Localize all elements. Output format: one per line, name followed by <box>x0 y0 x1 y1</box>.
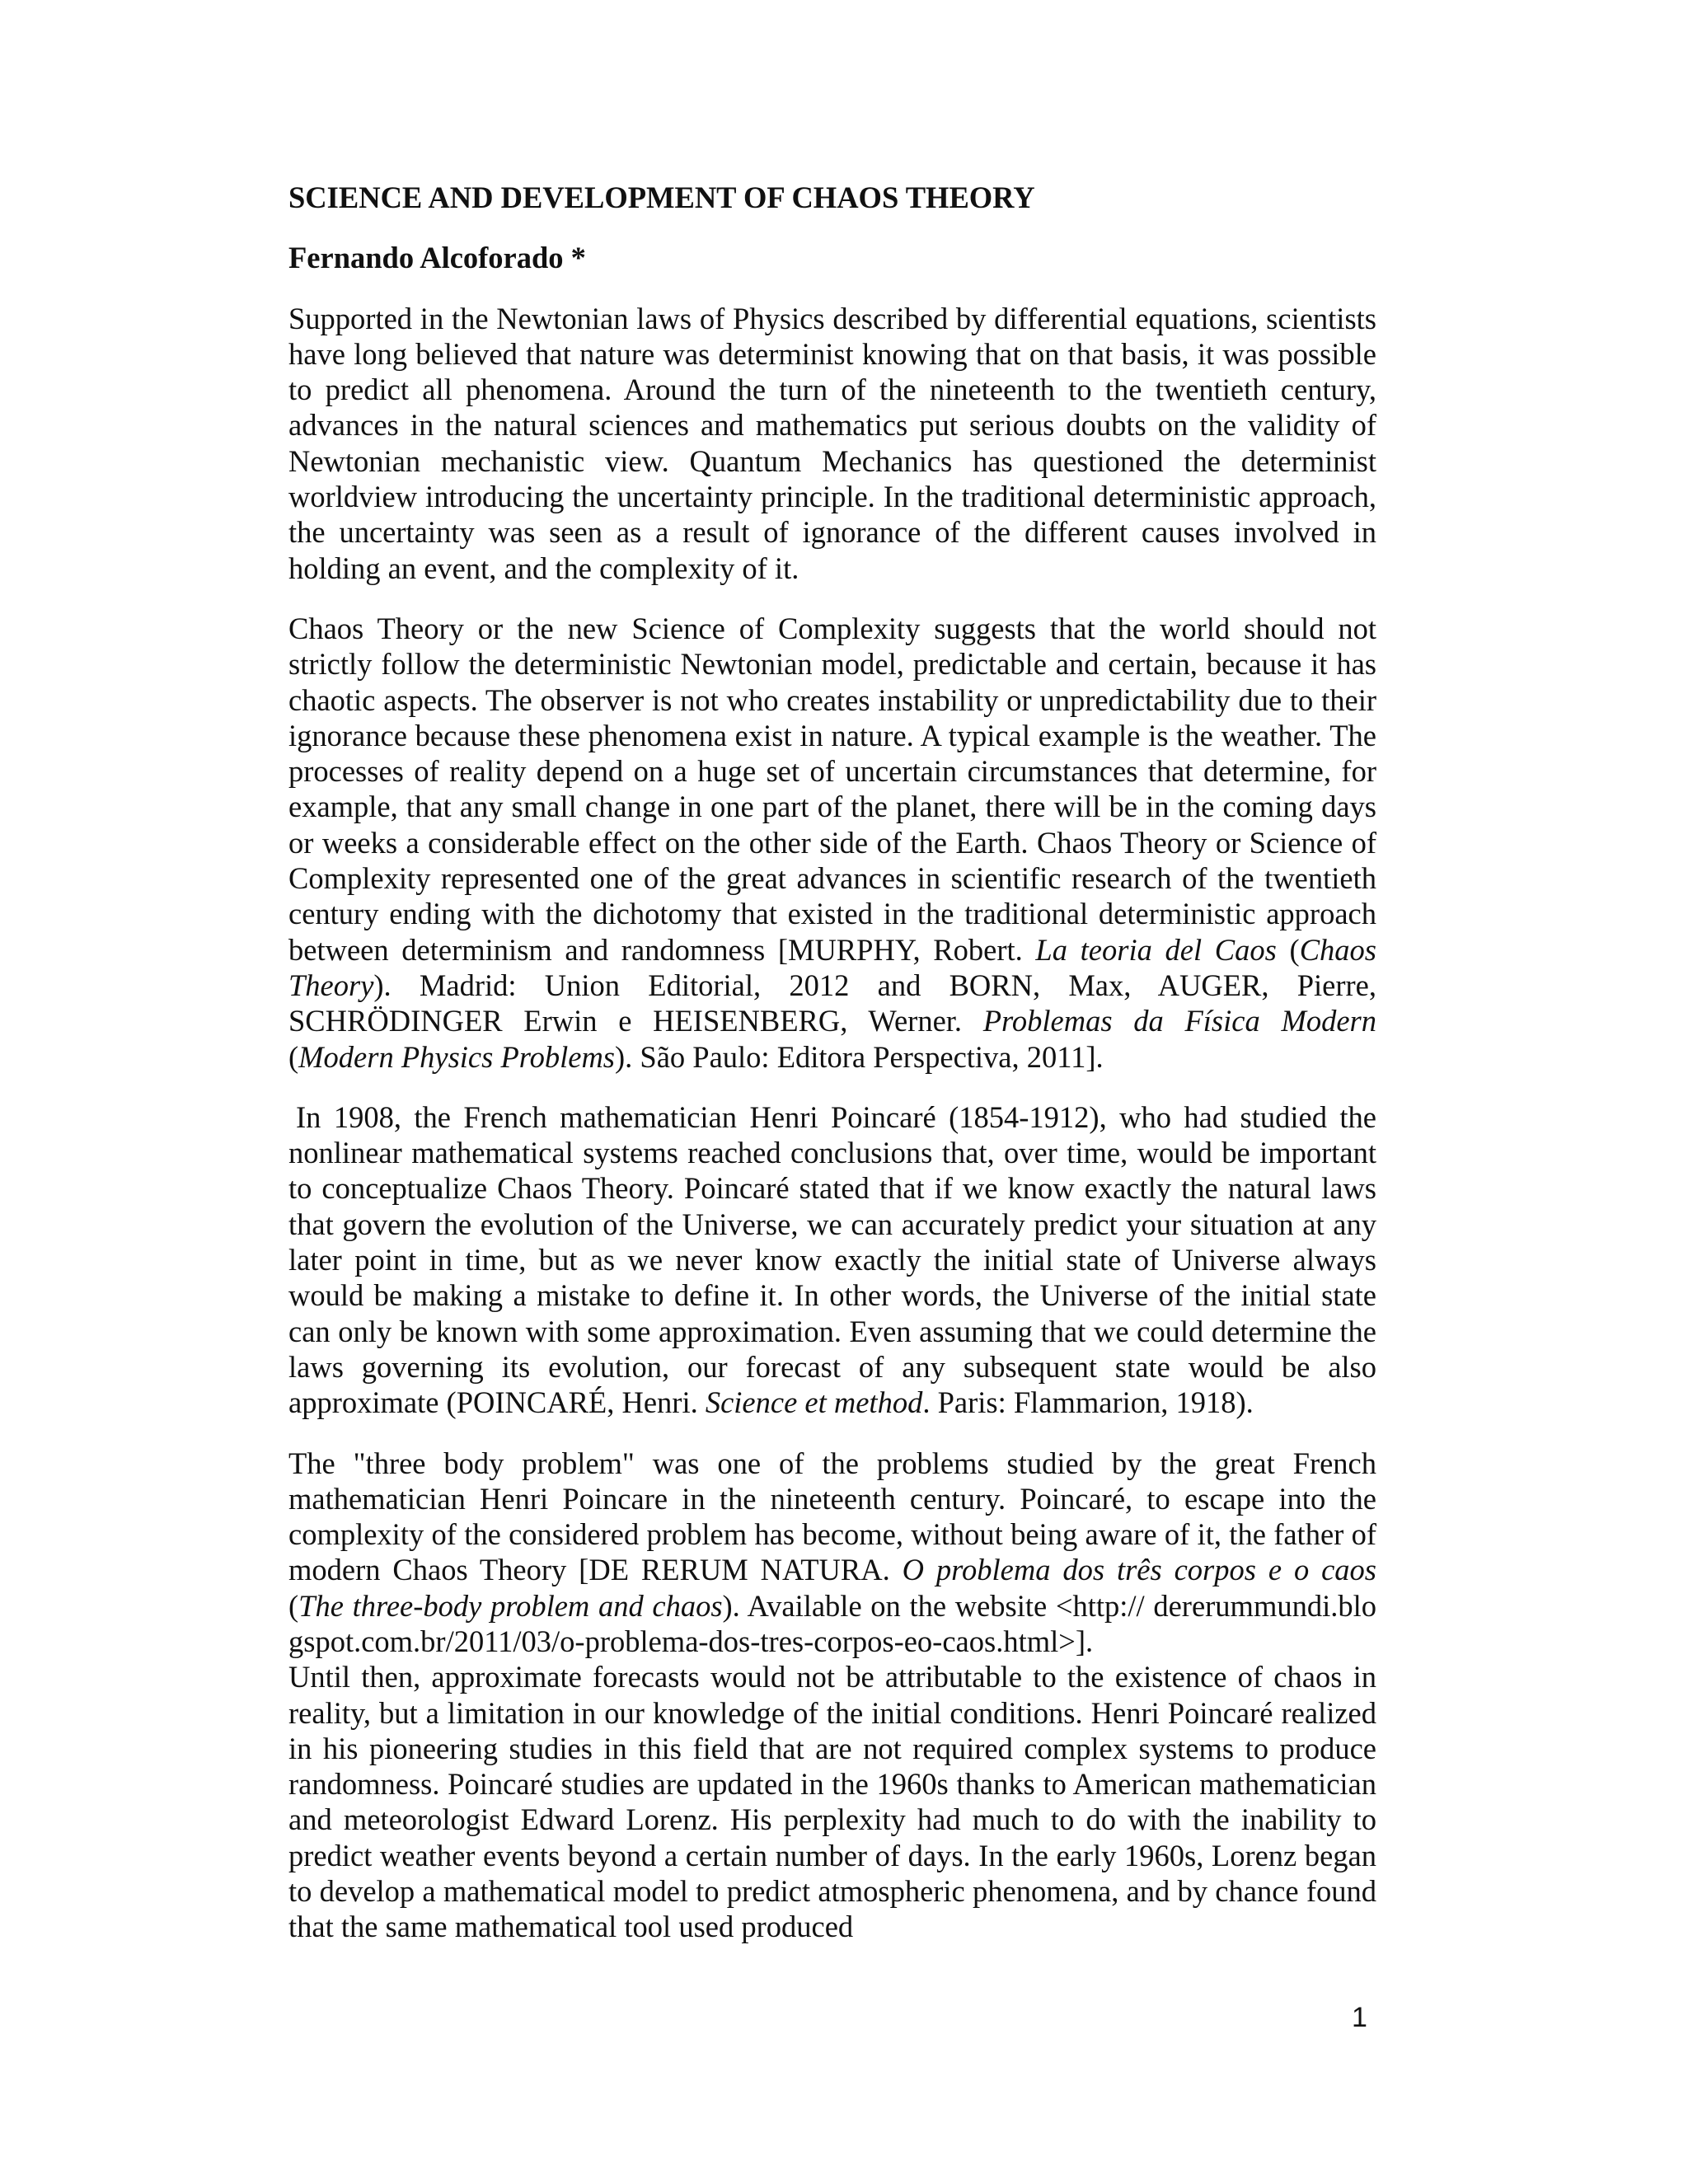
paragraph-4-text-2: ( <box>288 1588 299 1623</box>
document-title: SCIENCE AND DEVELOPMENT OF CHAOS THEORY <box>288 180 1035 214</box>
citation-title-three-body-problem: The three-body problem and chaos <box>298 1588 723 1623</box>
paragraph-2-text-2: ( <box>1276 932 1300 967</box>
paragraph-2-text-5: ). São Paulo: Editora Perspectiva, 2011]. <box>615 1039 1104 1074</box>
paragraph-5: Until then, approximate forecasts would not be attributable to the existence of chaos in reality, but a limitation in our knowledge of the initial conditions. Henri Poincaré realized in his pioneering studies in this field that are not required complex systems to produce randomness. Poincaré studies are updated in the 1960s thanks to American mathematician and meteorologist Edward Lorenz. His perplexity had much to do with the inability to predict weather events beyond a certain number of days. In the early 1960s, Lorenz began to develop a mathematical model to predict atmospheric phenomena, and by chance found that the same mathematical tool used produced <box>288 1660 1376 1944</box>
paragraph-3 <box>288 1099 1376 1421</box>
paragraph-2-text-3: ). Madrid: Union Editorial, 2012 and BORN, Max, AUGER, Pierre, SCHRÖDINGER Erwin e HEISENBERG, Werner. <box>288 968 1376 1038</box>
paragraph-2-text-1: Chaos Theory or the new Science of Complexity suggests that the world should not strictly follow the deterministic Newtonian model, predictable and certain, because it has chaotic aspects. The observer is not who creates instability or unpredictability due to their ignorance because these phenomena exist in nature. A typical example is the weather. The processes of reality depend on a huge set of uncertain circumstances that determine, for example, that any small change in one part of the planet, there will be in the coming days or weeks a considerable effect on the other side of the Earth. Chaos Theory or Science of Complexity represented one of the great advances in scientific research of the twentieth century ending with the dichotomy that existed in the traditional deterministic approach between determinism and randomness [MURPHY, Robert. <box>288 611 1376 967</box>
page-number: 1 <box>1352 2002 1367 2033</box>
paragraph-3-text-2: . Paris: Flammarion, 1918). <box>922 1385 1254 1420</box>
citation-title-chaos-theory: Chaos Theory <box>288 932 1376 1002</box>
paragraph-1: Supported in the Newtonian laws of Physics described by differential equations, scientists have long believed that nature was determinist knowing that on that basis, it was possible to predict all phenomena. Around the turn of the nineteenth to the twentieth century, advances in the natural sciences and mathematics put serious doubts on the validity of Newtonian mechanistic view. Quantum Mechanics has questioned the determinist worldview introducing the uncertainty principle. In the traditional deterministic approach, the uncertainty was seen as a result of ignorance of the different causes involved in holding an event, and the complexity of it. <box>288 301 1376 585</box>
paragraph-4 <box>288 1446 1376 1660</box>
citation-title-o-problema: O problema dos três corpos e o caos <box>902 1553 1376 1587</box>
citation-title-problemas-da-fisica: Problemas da Física Modern <box>982 1004 1376 1038</box>
paragraph-4-text-1: The "three body problem" was one of the problems studied by the great French mathematician Henri Poincare in the nineteenth century. Poincaré, to escape into the complexity of the considered problem has become, without being aware of it, the father of modern Chaos Theory [DE RERUM NATURA. <box>288 1446 1376 1587</box>
citation-title-la-teoria-del-caos: La teoria del Caos <box>1035 932 1277 967</box>
paragraph-2-text-4: ( <box>288 1039 299 1074</box>
paragraph-2 <box>288 611 1376 1075</box>
author-name: Fernando Alcoforado * <box>288 241 586 275</box>
paragraph-4-text-3: ). Available on the website <http:// dererummundi.blogspot.com.br/2011/03/o-problema-dos-tres-corpos-eo-caos.html>]. <box>288 1588 1376 1658</box>
citation-title-modern-physics-problems: Modern Physics Problems <box>298 1039 616 1074</box>
document-body <box>288 180 1376 1945</box>
paragraph-3-text-1: In 1908, the French mathematician Henri Poincaré (1854-1912), who had studied the nonlinear mathematical systems reached conclusions that, over time, would be important to conceptualize Chaos Theory. Poincaré stated that if we know exactly the natural laws that govern the evolution of the Universe, we can accurately predict your situation at any later point in time, but as we never know exactly the initial state of Universe always would be making a mistake to define it. In other words, the Universe of the initial state can only be known with some approximation. Even assuming that we could determine the laws governing its evolution, our forecast of any subsequent state would be also approximate (POINCARÉ, Henri. <box>288 1099 1376 1420</box>
citation-title-science-et-method: Science et method <box>705 1385 923 1420</box>
